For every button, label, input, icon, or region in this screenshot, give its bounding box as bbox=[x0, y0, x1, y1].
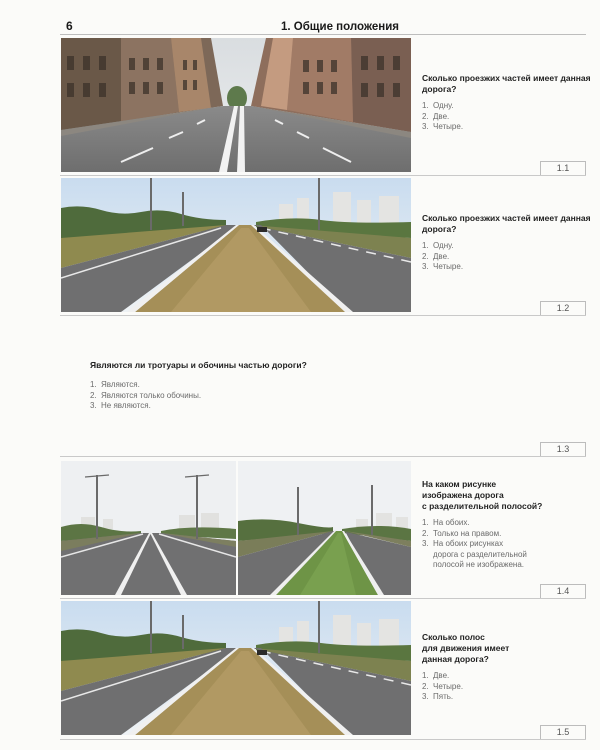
question-text-line: изображена дорога bbox=[422, 490, 504, 500]
road-photo-1-2 bbox=[61, 178, 411, 312]
question-text: Сколько проезжих частей имеет данная дорога? bbox=[422, 213, 591, 234]
answer-number: 3. bbox=[422, 262, 429, 272]
answer-text: Одну. bbox=[433, 241, 454, 250]
answer-option[interactable] bbox=[422, 692, 592, 703]
question-text-line: для движения имеет bbox=[422, 643, 510, 653]
answer-number: 2. bbox=[422, 251, 429, 261]
question-text-line: На каком рисунке bbox=[422, 479, 497, 489]
answer-option[interactable] bbox=[422, 539, 592, 571]
answer-text: Две. bbox=[433, 111, 450, 121]
answer-option[interactable] bbox=[422, 101, 592, 112]
question-1-1 bbox=[422, 73, 592, 133]
page-title: 1. Общие положения bbox=[280, 21, 400, 33]
answer-number: 3. bbox=[422, 692, 429, 702]
question-1-3 bbox=[90, 360, 420, 412]
answer-text: Пять. bbox=[433, 692, 454, 702]
question-number-badge: 1.3 bbox=[540, 442, 586, 456]
header-divider bbox=[60, 34, 586, 35]
answer-text: Две. bbox=[433, 671, 450, 680]
answer-text: На обоих. bbox=[433, 518, 470, 527]
answer-option[interactable] bbox=[422, 252, 592, 263]
answer-text: Являются. bbox=[101, 380, 140, 389]
road-photo-1-4-left bbox=[61, 461, 236, 595]
answer-option[interactable] bbox=[422, 518, 592, 529]
answer-option[interactable] bbox=[422, 122, 592, 133]
question-number-badge: 1.4 bbox=[540, 584, 586, 598]
question-text: Сколько проезжих частей имеет данная дорога? bbox=[422, 73, 591, 94]
answer-number: 3. bbox=[90, 401, 97, 411]
answer-option[interactable] bbox=[422, 241, 592, 252]
answer-number: 2. bbox=[90, 390, 97, 400]
answer-text: Только на правом. bbox=[433, 528, 502, 538]
question-text-line: данная дорога? bbox=[422, 654, 489, 664]
answer-option[interactable] bbox=[422, 682, 592, 693]
answer-text: Две. bbox=[433, 251, 450, 261]
question-1-2 bbox=[422, 213, 592, 273]
question-text bbox=[422, 632, 592, 665]
section-divider bbox=[60, 315, 586, 316]
question-number-badge: 1.5 bbox=[540, 725, 586, 739]
question-text bbox=[422, 479, 592, 512]
answer-list bbox=[422, 241, 592, 273]
answer-text: дорога с разделительной bbox=[433, 549, 527, 559]
answer-number: 3. bbox=[422, 122, 429, 132]
question-text-line: с разделительной полосой? bbox=[422, 501, 543, 511]
street-photo-1-1 bbox=[61, 38, 411, 172]
answer-number: 3. bbox=[422, 539, 429, 549]
answer-number: 1. bbox=[422, 671, 429, 680]
answer-option[interactable] bbox=[90, 380, 420, 391]
answer-list bbox=[90, 380, 420, 412]
answer-text: Не являются. bbox=[101, 401, 151, 411]
answer-number: 2. bbox=[422, 111, 429, 121]
page-number: 6 bbox=[66, 19, 73, 33]
answer-number: 1. bbox=[90, 380, 97, 389]
section-divider bbox=[60, 598, 586, 599]
answer-option[interactable] bbox=[422, 529, 592, 540]
answer-text: Четыре. bbox=[433, 262, 464, 272]
answer-number: 2. bbox=[422, 681, 429, 691]
question-number-badge: 1.1 bbox=[540, 161, 586, 175]
question-number-badge: 1.2 bbox=[540, 301, 586, 315]
answer-text: На обоих рисунках bbox=[433, 539, 504, 549]
answer-number: 1. bbox=[422, 518, 429, 527]
answer-number: 2. bbox=[422, 528, 429, 538]
question-1-5 bbox=[422, 632, 592, 703]
answer-text: Четыре. bbox=[433, 122, 464, 132]
question-text-line: Сколько полос bbox=[422, 632, 485, 642]
answer-list bbox=[422, 518, 592, 571]
answer-option[interactable] bbox=[90, 401, 420, 412]
answer-number: 1. bbox=[422, 101, 429, 110]
answer-text: Четыре. bbox=[433, 681, 464, 691]
section-divider bbox=[60, 739, 586, 740]
question-1-4 bbox=[422, 479, 592, 571]
road-photo-1-4-right bbox=[238, 461, 411, 595]
section-divider bbox=[60, 456, 586, 457]
answer-option[interactable] bbox=[90, 391, 420, 402]
answer-list bbox=[422, 671, 592, 703]
answer-option[interactable] bbox=[422, 112, 592, 123]
answer-text: Одну. bbox=[433, 101, 454, 110]
answer-number: 1. bbox=[422, 241, 429, 250]
answer-text: Являются только обочины. bbox=[101, 390, 202, 400]
answer-option[interactable] bbox=[422, 262, 592, 273]
section-divider bbox=[60, 175, 586, 176]
answer-text: полосой не изображена. bbox=[433, 560, 524, 570]
question-text: Являются ли тротуары и обочины частью дороги? bbox=[90, 360, 307, 370]
answer-option[interactable] bbox=[422, 671, 592, 682]
answer-list bbox=[422, 101, 592, 133]
road-photo-1-5 bbox=[61, 601, 411, 735]
